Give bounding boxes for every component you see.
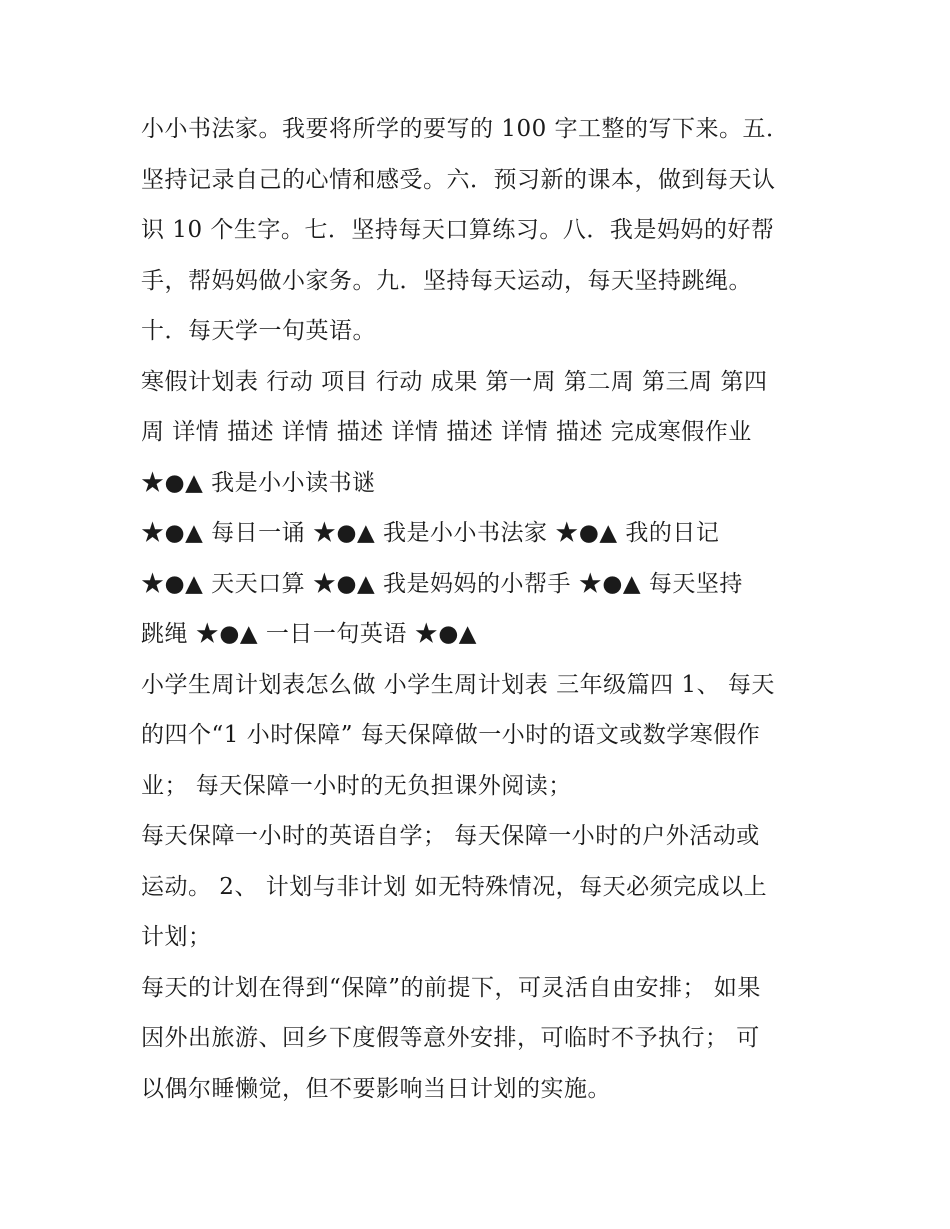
- text-line: ★●▲ 天天口算 ★●▲ 我是妈妈的小帮手 ★●▲ 每天坚持: [141, 570, 743, 597]
- text-line: 识 10 个生字。七．坚持每天口算练习。八．我是妈妈的好帮: [141, 217, 775, 243]
- text-line: 业； 每天保障一小时的无负担课外阅读；: [141, 772, 572, 799]
- text-line: 每天保障一小时的英语自学； 每天保障一小时的户外活动或: [141, 823, 760, 849]
- text-line: ★●▲ 我是小小读书谜: [141, 469, 376, 496]
- text-line: 因外出旅游、回乡下度假等意外安排，可临时不予执行； 可: [141, 1025, 760, 1051]
- text-line: 小小书法家。我要将所学的要写的 100 字工整的写下来。五．: [141, 116, 790, 142]
- text-line: 跳绳 ★●▲ 一日一句英语 ★●▲: [141, 621, 477, 647]
- text-line: 手，帮妈妈做小家务。九．坚持每天运动，每天坚持跳绳。: [141, 267, 752, 294]
- text-line: 周 详情 描述 详情 描述 详情 描述 详情 描述 完成寒假作业: [141, 419, 752, 445]
- text-line: 运动。 2、 计划与非计划 如无特殊情况，每天必须完成以上: [141, 873, 768, 900]
- document-body: [141, 104, 821, 1114]
- text-line: 小学生周计划表怎么做 小学生周计划表 三年级篇四 1、 每天: [141, 671, 775, 698]
- text-line: 坚持记录自己的心情和感受。六．预习新的课本，做到每天认: [141, 166, 776, 193]
- text-line: 的四个“1 小时保障” 每天保障做一小时的语文或数学寒假作: [141, 722, 761, 748]
- text-line: 以偶尔睡懒觉，但不要影响当日计划的实施。: [141, 1075, 611, 1102]
- text-line: 每天的计划在得到“保障”的前提下，可灵活自由安排； 如果: [141, 974, 761, 1001]
- text-line: ★●▲ 每日一诵 ★●▲ 我是小小书法家 ★●▲ 我的日记: [141, 520, 720, 546]
- text-line: 计划；: [141, 924, 212, 950]
- text-line: 十．每天学一句英语。: [141, 318, 376, 344]
- text-line: 寒假计划表 行动 项目 行动 成果 第一周 第二周 第三周 第四: [141, 368, 768, 395]
